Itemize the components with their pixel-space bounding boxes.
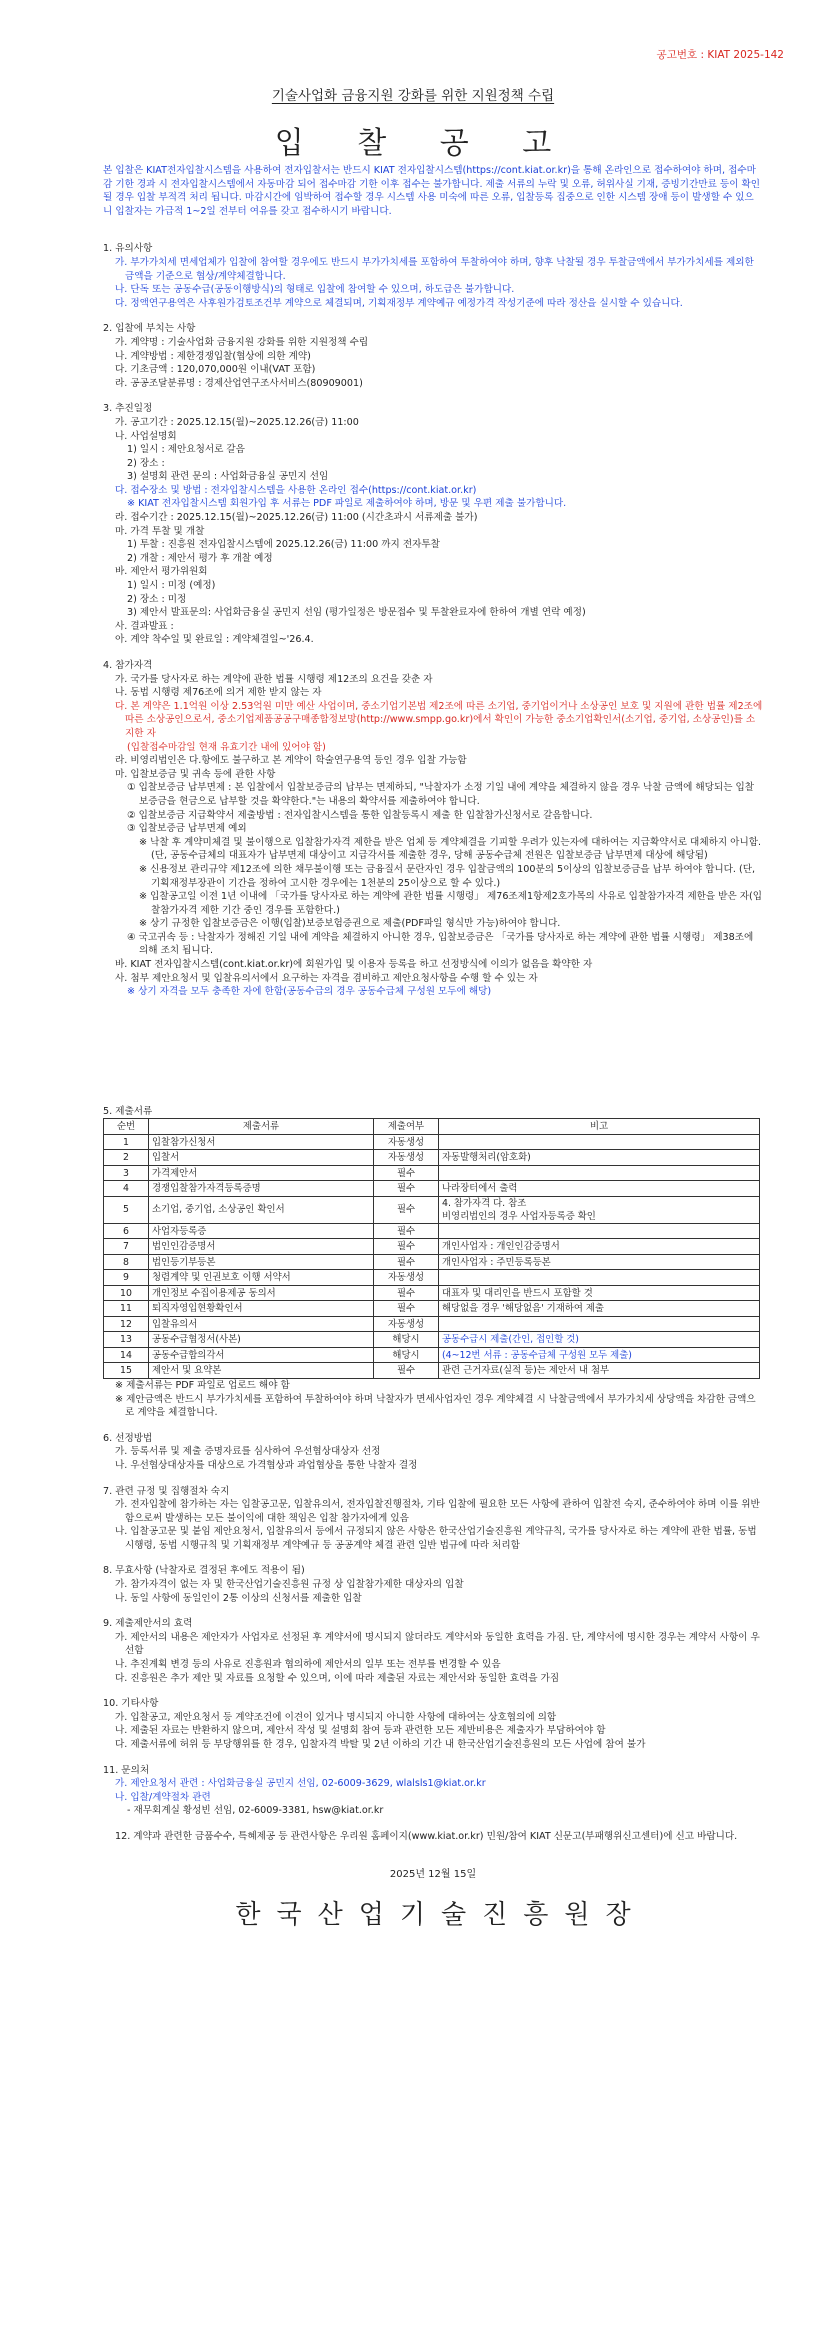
deposit-note: ※ 낙찰 후 계약미체결 및 불이행으로 입찰참가자격 제한을 받은 업체 등 계약체결을 기피할 우려가 있는자에 대하여는 지급확약서로 대체하지 아니함. (단, 공동수급체의 대표자가 납부면제 대상이고 지급각서를 제출한 경우, 당해 공동수급체 전원은 입찰보증금 납부면제 대상에 해당됨) (139, 836, 762, 862)
section-documents (103, 1105, 763, 1420)
row-number: 13 (104, 1332, 149, 1348)
submission-status: 필수 (374, 1239, 439, 1255)
schedule-item: 사. 결과발표 : (115, 620, 174, 632)
qualification-item: 사. 첨부 제안요청서 및 입찰유의서에서 요구하는 자격을 겸비하고 제안요청사항을 수행 할 수 있는 자 (115, 972, 538, 984)
qualification-item: 마. 입찰보증금 및 귀속 등에 관한 사항 (115, 768, 276, 780)
row-number: 5 (104, 1196, 149, 1223)
submission-status: 필수 (374, 1223, 439, 1239)
deposit-note: ※ 신용정보 관리규약 제12조에 의한 채무불이행 또는 금융질서 문란자인 경우 입찰금액의 100분의 5이상의 입찰보증금을 납부 하여야 합니다. (단, 기획재정부장관이 기간을 정하여 고시한 경우에는 1천분의 25이상으로 할 수 있다.) (139, 863, 756, 889)
table-row (104, 1270, 760, 1286)
document-name: 공동수급합의각서 (149, 1347, 374, 1363)
intro-paragraph: 본 입찰은 KIAT전자입찰시스템을 사용하여 전자입찰서는 반드시 KIAT 전자입찰시스템(https://cont.kiat.or.kr)을 통해 온라인으로 접수하여야 하며, 접수마감 기한 경과 시 전자입찰시스템에서 자동마감 되어 접수마감 기한 이후 접수는 불가합니다. 제출 서류의 누락 및 오류, 허위사실 기재, 증빙기간만료 등이 확인 될 경우 입찰 부적격 처리 됩니다. 마감시간에 임박하여 접수할 경우 시스템 사용 미숙에 따른 오류, 입찰등록 집중으로 인한 시스템 장애 등이 발생할 수 있으니 입찰자는 가급적 1~2일 전부터 여유를 갖고 접수하시기 바랍니다. (103, 165, 761, 217)
section-schedule (103, 402, 763, 647)
row-number: 6 (104, 1223, 149, 1239)
submission-status: 필수 (374, 1301, 439, 1317)
selection-item: 나. 우선협상대상자를 대상으로 가격협상과 과업협상을 통한 낙찰자 결정 (115, 1459, 418, 1471)
submission-status: 자동생성 (374, 1134, 439, 1150)
submission-status: 자동생성 (374, 1316, 439, 1332)
schedule-subitem: 1) 투찰 : 진흥원 전자입찰시스템에 2025.12.26(금) 11:00 까지 전자투찰 (127, 539, 440, 551)
qualification-note: ※ 상기 자격을 모두 충족한 자에 한함(공동수급의 경우 공동수급체 구성원 모두에 해당) (127, 986, 492, 998)
section-title: 9. 제출제안서의 효력 (103, 1618, 193, 1630)
row-number: 14 (104, 1347, 149, 1363)
deposit-note: ※ 상기 규정한 입찰보증금은 이행(입찰)보증보험증권으로 제출(PDF파일 형식만 가능)하여야 합니다. (139, 918, 561, 930)
issuer-signature: 한국산업기술진흥원장 (235, 1900, 647, 1931)
section-title: 11. 문의처 (103, 1764, 150, 1776)
document-name: 개인정보 수집이용제공 동의서 (149, 1285, 374, 1301)
qualification-item: 나. 동법 시행령 제76조에 의거 제한 받지 않는 자 (115, 687, 322, 699)
qualification-item: 다. 본 계약은 1.1억원 이상 2.53억원 미만 예산 사업이며, 중소기업기본법 제2조에 따른 소기업, 중기업이거나 소상공인 보호 및 지원에 관한 법률 제2조에 따른 소상공인으로서, 중소기업제품공공구매종합정보망(http://www.smpp.go.kr)에서 확인이 가능한 중소기업확인서(소기업, 중기업, 소상공인)를 소지한 자 (115, 700, 763, 739)
remark (439, 1165, 760, 1181)
proposal-effect-item: 다. 진흥원은 추가 제안 및 자료를 요청할 수 있으며, 이에 따라 제출된 자료는 제안서와 동일한 효력을 가짐 (115, 1672, 560, 1684)
document-name: 법인등기부등본 (149, 1254, 374, 1270)
deposit-note: ※ 입찰공고일 이전 1년 이내에 「국가를 당사자로 하는 계약에 관한 법률 시행령」 제76조제1항제2호가목의 사유로 입찰참가자격 제한을 받은 자(입찰참가자격 제한 기간 중인 경우를 포함한다.) (139, 891, 763, 916)
schedule-subitem: 2) 장소 : 미정 (127, 593, 187, 605)
misc-item: 다. 제출서류에 허위 등 부당행위를 한 경우, 입찰자격 박탈 및 2년 이하의 기간 내 한국산업기술진흥원의 모든 사업에 참여 불가 (115, 1739, 646, 1750)
row-number: 3 (104, 1165, 149, 1181)
table-row (104, 1316, 760, 1332)
table-row (104, 1181, 760, 1197)
document-name: 입찰유의서 (149, 1316, 374, 1332)
section-title: 8. 무효사항 (낙찰자로 결정된 후에도 적용이 됨) (103, 1565, 305, 1577)
document-name: 사업자등록증 (149, 1223, 374, 1239)
documents-table-body (104, 1134, 760, 1378)
section-title: 3. 추진일정 (103, 403, 153, 415)
document-name: 입찰서 (149, 1150, 374, 1166)
document-name: 가격제안서 (149, 1165, 374, 1181)
misc-item: 나. 제출된 자료는 반환하지 않으며, 제안서 작성 및 설명회 참여 등과 관련한 모든 제반비용은 제출자가 부담하여야 함 (115, 1725, 606, 1737)
deposit-item: ④ 국고귀속 등 : 낙찰자가 정해진 기일 내에 계약을 체결하지 아니한 경우, 입찰보증금은 「국가를 당사자로 하는 계약에 관한 법률 시행령」 제38조에 의해 조치 됩니다. (127, 931, 754, 957)
schedule-subitem: 3) 제안서 발표문의: 사업화금융실 공민지 선임 (평가일정은 방문접수 및 투찰완료자에 한하여 개별 연락 예정) (127, 607, 586, 619)
document-name: 경쟁입찰참가자격등록증명 (149, 1181, 374, 1197)
deposit-item: ③ 입찰보증금 납부면제 예외 (127, 823, 247, 835)
precaution-item: 나. 단독 또는 공동수급(공동이행방식)의 형태로 입찰에 참여할 수 있으며, 하도급은 불가합니다. (115, 284, 515, 296)
section-regulations (103, 1485, 763, 1553)
qualification-item: 가. 국가를 당사자로 하는 계약에 관한 법률 시행령 제12조의 요건을 갖춘 자 (115, 673, 433, 685)
documents-note: ※ 제안금액은 반드시 부가가치세를 포함하여 투찰하여야 하며 낙찰자가 면세사업자인 경우 계약체결 시 낙찰금액에서 부가가치세 상당액을 차감한 금액으로 계약을 체결합니다. (115, 1393, 756, 1419)
schedule-item: 바. 제안서 평가위원회 (115, 566, 208, 578)
column-header: 제출서류 (149, 1119, 374, 1135)
notice-body (103, 164, 763, 1931)
regulation-item: 나. 입찰공고문 및 붙임 제안요청서, 입찰유의서 등에서 규정되지 않은 사항은 한국산업기술진흥원 계약규칙, 국가를 당사자로 하는 계약에 관한 법률, 동법 시행령, 동법 시행규칙 및 기획재정부 계약예규 등 공공계약 체결 관련 일반 법규에 따라 처리함 (115, 1526, 757, 1551)
bid-item: 라. 공공조달분류명 : 경제산업연구조사서비스(80909001) (115, 377, 363, 389)
contact-subitem: - 재무회계실 황성빈 선임, 02-6009-3381, hsw@kiat.or.kr (127, 1805, 384, 1817)
row-number: 12 (104, 1316, 149, 1332)
section-title: 2. 입찰에 부치는 사항 (103, 323, 196, 335)
submission-status: 필수 (374, 1196, 439, 1223)
deposit-item: ② 입찰보증금 지급확약서 제출방법 : 전자입찰시스템을 통한 입찰등록시 제출 한 입찰참가신청서로 갈음합니다. (127, 809, 593, 821)
section-title: 5. 제출서류 (103, 1105, 153, 1117)
schedule-note: ※ KIAT 전자입찰시스템 회원가입 후 서류는 PDF 파일로 제출하여야 하며, 방문 및 우편 제출 불가합니다. (127, 498, 567, 510)
section-contacts (103, 1764, 763, 1818)
table-row (104, 1332, 760, 1348)
schedule-subitem: 1) 일시 : 제안요청서로 갈음 (127, 444, 245, 456)
notice-title: 입 찰 공 고 (274, 126, 574, 161)
table-row (104, 1223, 760, 1239)
remark: 4. 참가자격 다. 참조 비영리법인의 경우 사업자등록증 확인 (439, 1196, 760, 1223)
report-notice: 12. 계약과 관련한 금품수수, 특혜제공 등 관련사항은 우리원 홈페이지(www.kiat.or.kr) 민원/참여 KIAT 신문고(부패행위신고센터)에 신고 바랍니다. (115, 1830, 738, 1842)
schedule-subitem: 1) 일시 : 미정 (예정) (127, 580, 216, 592)
section-misc (103, 1697, 763, 1751)
precaution-item: 가. 부가가치세 면세업체가 입찰에 참여할 경우에도 반드시 부가가치세를 포함하여 투찰하여야 하며, 향후 낙찰될 경우 투찰금액에서 부가가치세를 제외한 금액을 기준으로 협상/계약체결합니다. (115, 256, 754, 282)
section-report (103, 1830, 763, 1844)
submission-status: 필수 (374, 1285, 439, 1301)
remark (439, 1270, 760, 1286)
table-row (104, 1196, 760, 1223)
misc-item: 가. 입찰공고, 제안요청서 등 계약조건에 이견이 있거나 명시되지 아니한 사항에 대하여는 상호협의에 의함 (115, 1711, 557, 1723)
table-row (104, 1165, 760, 1181)
bid-item: 다. 기초금액 : 120,070,000원 이내(VAT 포함) (115, 364, 316, 376)
table-header-row (104, 1119, 760, 1135)
section-title: 1. 유의사항 (103, 243, 153, 255)
table-row (104, 1254, 760, 1270)
submission-status: 필수 (374, 1254, 439, 1270)
remark (439, 1134, 760, 1150)
remark: 자동발행처리(암호화) (439, 1150, 760, 1166)
remark (439, 1223, 760, 1239)
row-number: 15 (104, 1363, 149, 1379)
submission-status: 필수 (374, 1165, 439, 1181)
column-header: 비고 (439, 1119, 760, 1135)
schedule-item: 가. 공고기간 : 2025.12.15(월)~2025.12.26(금) 11:00 (115, 416, 359, 428)
remark: 관련 근거자료(실적 등)는 제안서 내 첨부 (439, 1363, 760, 1379)
precaution-item: 다. 정액연구용역은 사후원가검토조건부 계약으로 체결되며, 기획재정부 계약예규 예정가격 작성기준에 따라 정산을 실시할 수 있습니다. (115, 297, 683, 309)
document-name: 공동수급협정서(사본) (149, 1332, 374, 1348)
table-row (104, 1301, 760, 1317)
selection-item: 가. 등록서류 및 제출 증명자료를 심사하여 우선협상대상자 선정 (115, 1446, 381, 1458)
submission-status: 해당시 (374, 1332, 439, 1348)
bid-item: 가. 계약명 : 기술사업화 금융지원 강화를 위한 지원정책 수립 (115, 336, 369, 348)
remark: 대표자 및 대리인을 반드시 포함할 것 (439, 1285, 760, 1301)
remark: 해당없을 경우 '해당없음' 기재하여 제출 (439, 1301, 760, 1317)
row-number: 9 (104, 1270, 149, 1286)
contact-item: 나. 입찰/계약절차 관련 (115, 1791, 211, 1803)
row-number: 4 (104, 1181, 149, 1197)
row-number: 8 (104, 1254, 149, 1270)
section-title: 4. 참가자격 (103, 660, 153, 671)
row-number: 11 (104, 1301, 149, 1317)
documents-table (103, 1118, 760, 1379)
table-row (104, 1239, 760, 1255)
deposit-item: ① 입찰보증금 납부면제 : 본 입찰에서 입찰보증금의 납부는 면제하되, "낙찰자가 소정 기일 내에 계약을 체결하지 않을 경우 낙찰 금액에 해당되는 입찰보증금을 현금으로 납부할 것을 확약한다."는 내용의 확약서를 제출하여야 합니다. (127, 782, 755, 807)
remark: 개인사업자 : 개인인감증명서 (439, 1239, 760, 1255)
schedule-item: 나. 사업설명회 (115, 430, 177, 442)
invalidity-item: 나. 동일 사항에 동일인이 2통 이상의 신청서를 제출한 입찰 (115, 1592, 362, 1604)
row-number: 7 (104, 1239, 149, 1255)
section-selection (103, 1432, 763, 1473)
schedule-item: 라. 접수기간 : 2025.12.15(월)~2025.12.26(금) 11:00 (시간초과시 서류제출 불가) (115, 512, 478, 524)
schedule-subitem: 2) 개찰 : 제안서 평가 후 개찰 예정 (127, 552, 273, 564)
row-number: 1 (104, 1134, 149, 1150)
table-row (104, 1363, 760, 1379)
schedule-item: 마. 가격 투찰 및 개찰 (115, 525, 205, 537)
qualification-item: 바. KIAT 전자입찰시스템(cont.kiat.or.kr)에 회원가입 및 이용자 등록을 하고 선정방식에 이의가 없음을 확약한 자 (115, 959, 593, 971)
notice-date: 2025년 12월 15일 (389, 1868, 477, 1880)
qualification-item: 라. 비영리법인은 다.항에도 불구하고 본 계약이 학술연구용역 등인 경우 입찰 가능함 (115, 755, 467, 767)
contact-item: 가. 제안요청서 관련 : 사업화금융실 공민지 선임, 02-6009-3629, wlalsls1@kiat.or.kr (115, 1778, 486, 1790)
table-row (104, 1134, 760, 1150)
section-proposal-effect (103, 1617, 763, 1685)
bid-item: 나. 계약방법 : 제한경쟁입찰(협상에 의한 계약) (115, 350, 311, 362)
document-name: 입찰참가신청서 (149, 1134, 374, 1150)
qualification-note: (입찰접수마감일 현재 유효기간 내에 있어야 함) (127, 741, 326, 753)
document-name: 청렴계약 및 인권보호 이행 서약서 (149, 1270, 374, 1286)
remark: (4~12번 서류 : 공동수급체 구성원 모두 제출) (439, 1347, 760, 1363)
row-number: 10 (104, 1285, 149, 1301)
invalidity-item: 가. 참가자격이 없는 자 및 한국산업기술진흥원 규정 상 입찰참가제한 대상자의 입찰 (115, 1579, 464, 1591)
table-row (104, 1347, 760, 1363)
submission-status: 자동생성 (374, 1150, 439, 1166)
schedule-item: 아. 계약 착수일 및 완료일 : 계약체결일~'26.4. (115, 634, 314, 646)
document-name: 제안서 및 요약본 (149, 1363, 374, 1379)
document-name: 법인인감증명서 (149, 1239, 374, 1255)
section-invalidity (103, 1564, 763, 1605)
schedule-subitem: 3) 설명회 관련 문의 : 사업화금융실 공민지 선임 (127, 471, 329, 483)
remark (439, 1316, 760, 1332)
documents-note: ※ 제출서류는 PDF 파일로 업로드 해야 함 (115, 1379, 290, 1391)
schedule-subitem: 2) 장소 : (127, 457, 165, 469)
section-bid-items (103, 322, 763, 390)
notice-id: 공고번호 : KIAT 2025-142 (656, 49, 784, 61)
section-title: 10. 기타사항 (103, 1698, 159, 1710)
column-header: 순번 (104, 1119, 149, 1135)
document-name: 소기업, 중기업, 소상공인 확인서 (149, 1196, 374, 1223)
submission-status: 해당시 (374, 1347, 439, 1363)
section-title: 7. 관련 규정 및 집행절차 숙지 (103, 1485, 230, 1497)
remark: 개인사업자 : 주민등록등본 (439, 1254, 760, 1270)
section-title: 6. 선정방법 (103, 1432, 153, 1444)
blank-space (103, 1011, 763, 1105)
schedule-item: 다. 접수장소 및 방법 : 전자입찰시스템을 사용한 온라인 접수(https://cont.kiat.or.kr) (115, 484, 477, 496)
remark: 공동수급시 제출(간인, 접인할 것) (439, 1332, 760, 1348)
submission-status: 자동생성 (374, 1270, 439, 1286)
notice-subtitle: 기술사업화 금융지원 강화를 위한 지원정책 수립 (271, 88, 555, 104)
submission-status: 필수 (374, 1363, 439, 1379)
submission-status: 필수 (374, 1181, 439, 1197)
remark: 나라장터에서 출력 (439, 1181, 760, 1197)
proposal-effect-item: 가. 제안서의 내용은 제안자가 사업자로 선정된 후 계약서에 명시되지 않더라도 계약서와 동일한 효력을 가짐. 단, 계약서에 명시한 경우는 계약서 사항이 우선함 (115, 1631, 760, 1657)
section-precautions (103, 242, 763, 310)
document-name: 퇴직자영입현황확인서 (149, 1301, 374, 1317)
proposal-effect-item: 나. 추진계획 변경 등의 사유로 진흥원과 협의하에 제안서의 일부 또는 전부를 변경할 수 있음 (115, 1659, 501, 1671)
table-row (104, 1150, 760, 1166)
table-row (104, 1285, 760, 1301)
column-header: 제출여부 (374, 1119, 439, 1135)
row-number: 2 (104, 1150, 149, 1166)
regulation-item: 가. 전자입찰에 참가하는 자는 입찰공고문, 입찰유의서, 전자입찰진행절차, 기타 입찰에 필요한 모든 사항에 관하여 입찰전 숙지, 준수하여야 하며 이를 위반함으로써 발생하는 모든 불이익에 대한 책임은 입찰 참가자에게 있음 (115, 1499, 760, 1524)
section-qualifications (103, 659, 763, 999)
